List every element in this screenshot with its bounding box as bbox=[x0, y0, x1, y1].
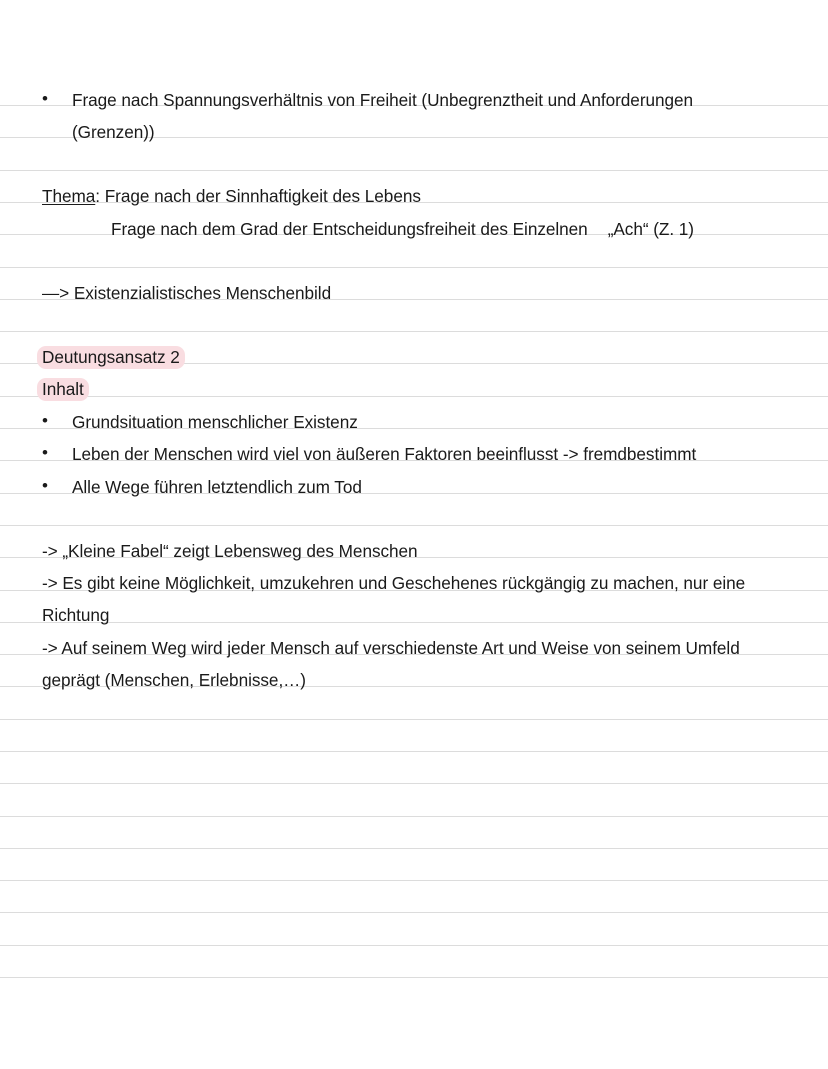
arrow-line-3-cont: geprägt (Menschen, Erlebnisse,…) bbox=[42, 670, 306, 690]
thema-quote: „Ach“ (Z. 1) bbox=[607, 219, 694, 239]
intro-bullet-line-2: (Grenzen)) bbox=[72, 122, 155, 142]
section-subtitle-highlight: Inhalt bbox=[37, 378, 89, 401]
list-item: Grundsituation menschlicher Existenz bbox=[72, 412, 358, 432]
arrow-line-3: -> Auf seinem Weg wird jeder Mensch auf verschiedenste Art und Weise von seinem Umfeld bbox=[42, 638, 740, 658]
ruled-line bbox=[0, 912, 828, 913]
ruled-line bbox=[0, 751, 828, 752]
section-subtitle bbox=[42, 379, 89, 399]
ruled-line bbox=[0, 170, 828, 171]
bullet-icon: • bbox=[42, 476, 48, 495]
arrow-line-2: -> Es gibt keine Möglichkeit, umzukehren und Geschehenes rückgängig zu machen, nur eine bbox=[42, 573, 746, 593]
ruled-line bbox=[0, 396, 828, 397]
list-item: Alle Wege führen letztendlich zum Tod bbox=[72, 477, 362, 497]
section-title bbox=[42, 347, 185, 367]
ruled-line bbox=[0, 525, 828, 526]
arrow-line-1: -> „Kleine Fabel“ zeigt Lebensweg des Menschen bbox=[42, 541, 418, 561]
ruled-line bbox=[0, 848, 828, 849]
ruled-line bbox=[0, 880, 828, 881]
conclusion-line: —> Existenzialistisches Menschenbild bbox=[42, 283, 332, 303]
thema-line-2-text: Frage nach dem Grad der Entscheidungsfreiheit des Einzelnen bbox=[111, 219, 588, 239]
thema-line bbox=[42, 186, 421, 206]
ruled-line bbox=[0, 267, 828, 268]
thema-line-2 bbox=[111, 219, 694, 239]
arrow-line-2-cont: Richtung bbox=[42, 605, 110, 625]
ruled-line bbox=[0, 945, 828, 946]
intro-bullet-line-1: Frage nach Spannungsverhältnis von Freiheit (Unbegrenztheit und Anforderungen bbox=[72, 90, 694, 110]
thema-text: : Frage nach der Sinnhaftigkeit des Lebens bbox=[95, 186, 421, 206]
ruled-line bbox=[0, 331, 828, 332]
bullet-icon: • bbox=[42, 443, 48, 462]
section-title-highlight: Deutungsansatz 2 bbox=[37, 346, 185, 369]
ruled-line bbox=[0, 977, 828, 978]
thema-label: Thema bbox=[42, 186, 96, 206]
list-item: Leben der Menschen wird viel von äußeren Faktoren beeinflusst -> fremdbestimmt bbox=[72, 444, 697, 464]
bullet-icon: • bbox=[42, 89, 48, 108]
bullet-icon: • bbox=[42, 411, 48, 430]
ruled-line bbox=[0, 719, 828, 720]
ruled-line bbox=[0, 783, 828, 784]
ruled-line bbox=[0, 622, 828, 623]
ruled-line bbox=[0, 816, 828, 817]
